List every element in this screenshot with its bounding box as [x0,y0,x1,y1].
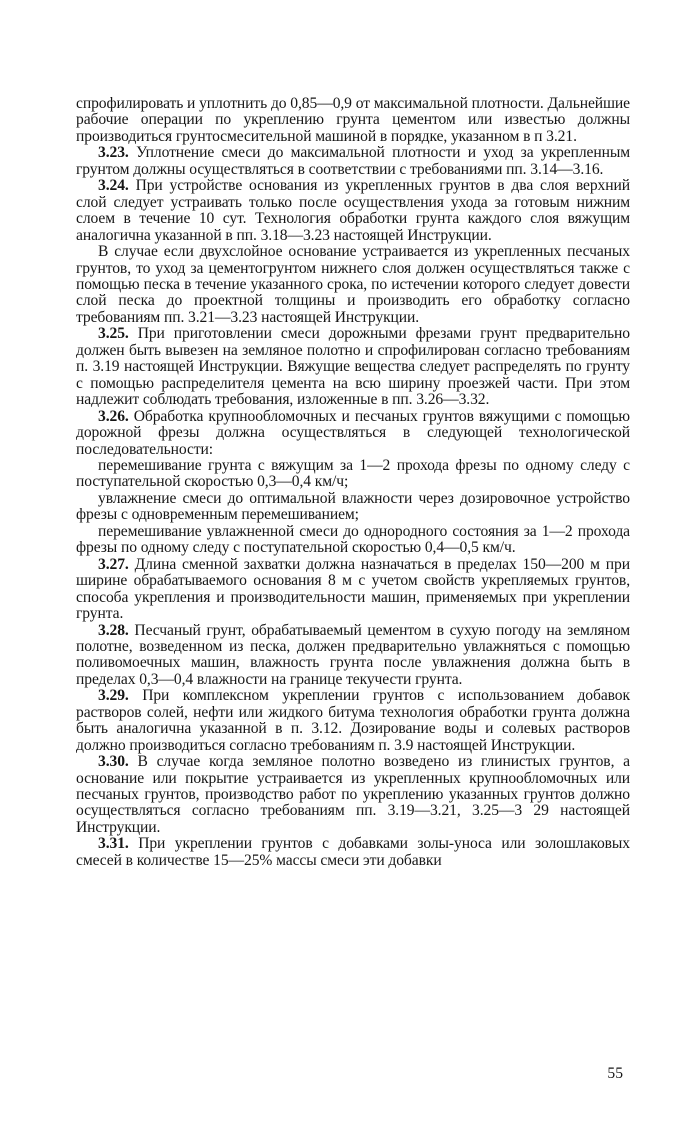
paragraph [76,96,630,145]
paragraph [76,145,630,178]
paragraph-text: Уплотнение смеси до максимальной плотности и уход за укрепленным грунтом должны осуществляться в соответствии с требованиями пп. 3.14—3.16. [76,144,630,178]
paragraph [76,409,630,458]
clause-number: 3.26. [98,407,129,425]
paragraph-text: перемешивание грунта с вяжущим за 1—2 прохода фрезы по одному следу с поступательной скоростью 0,3—0,4 км/ч; [76,456,630,491]
clause-number: 3.24. [98,177,129,195]
paragraph-text: При приготовлении смеси дорожными фрезами грунт предварительно должен быть вывезен на земляное полотно и спрофилирован согласно требованиям п. 3.19 настоящей Инструкции. Вяжущие вещества следует распределять по грунту с помощью распределителя цемента на всю ширину проезжей части. При этом надлежит соблюдать требования, изложенные в пп. 3.26—3.32. [76,325,630,409]
paragraph-text: При комплексном укреплении грунтов с использованием добавок растворов солей, нефти или жидкого битума технология обработки грунта должна быть аналогична указанной в п. 3.12. Дозирование воды и солевых растворов должно производиться согласно требованиям п. 3.9 настоящей Инструкции. [76,687,630,754]
list-item [76,524,630,557]
paragraph [76,688,630,754]
paragraph [76,754,630,836]
clause-number: 3.28. [98,621,129,639]
clause-number: 3.31. [98,835,129,853]
page-number: 55 [607,1065,623,1082]
paragraph [76,244,630,326]
paragraph-text: перемешивание увлажненной смеси до однородного состояния за 1—2 прохода фрезы по одному следу с поступательной скоростью 0,4—0,5 км/ч. [76,522,630,557]
paragraph-text: При устройстве основания из укрепленных грунтов в два слоя верхний слой следует устраивать только после осуществления ухода за готовым нижним слоем в течение 10 сут. Технология обработки грунта каждого слоя вяжущим аналогична указанной в пп. 3.18—3.23 настоящей Инструкции. [76,177,630,244]
document-body [76,96,630,869]
clause-number: 3.29. [98,687,129,705]
paragraph [76,178,630,244]
paragraph-text: увлажнение смеси до оптимальной влажности через дозировочное устройство фрезы с одновременным перемешиванием; [76,489,630,524]
clause-number: 3.30. [98,753,129,771]
list-item [76,491,630,524]
paragraph-text: При укреплении грунтов с добавками золы-уноса или золошлаковых смесей в количестве 15—25% массы смеси эти добавки [76,835,630,869]
paragraph-text: спрофилировать и уплотнить до 0,85—0,9 от максимальной плотности. Дальнейшие рабочие операции по укреплению грунта цементом или известью должны производиться грунтосмесительной машиной в порядке, указанном в п 3.21. [76,95,630,145]
clause-number: 3.23. [98,144,129,162]
paragraph [76,623,630,689]
paragraph-text: В случае когда земляное полотно возведено из глинистых грунтов, а основание или покрытие устраивается из укрепленных крупнообломочных или песчаных грунтов, производство работ по укреплению указанных грунтов должно осуществляться согласно требованиям пп. 3.19—3.21, 3.25—3 29 настоящей Инструкции. [76,753,630,836]
paragraph-text: Песчаный грунт, обрабатываемый цементом в сухую погоду на земляном полотне, возведенном из песка, должен предварительно увлажняться с помощью поливомоечных машин, влажность грунта после увлажнения должна быть в пределах 0,3—0,4 влажности на границе текучести грунта. [76,621,630,688]
paragraph-text: Обработка крупнообломочных и песчаных грунтов вяжущими с помощью дорожной фрезы должна осуществляться в следующей технологической последовательности: [76,407,630,458]
clause-number: 3.27. [98,555,129,573]
paragraph-text: Длина сменной захватки должна назначаться в пределах 150—200 м при ширине обрабатываемого основания 8 м с учетом свойств укрепляемых грунтов, способа укрепления и производительности машин, применяемых при укреплении грунта. [76,555,630,623]
clause-number: 3.25. [98,325,129,343]
paragraph [76,836,630,869]
paragraph [76,326,630,408]
paragraph-text: В случае если двухслойное основание устраивается из укрепленных песчаных грунтов, то уход за цементогрунтом нижнего слоя должен осуществляться также с помощью песка в течение указанного срока, по истечении которого следует довести слой песка до проектной толщины и производить его обработку согласно требованиям пп. 3.21—3.23 настоящей Инструкции. [76,243,630,326]
list-item [76,458,630,491]
paragraph [76,557,630,623]
